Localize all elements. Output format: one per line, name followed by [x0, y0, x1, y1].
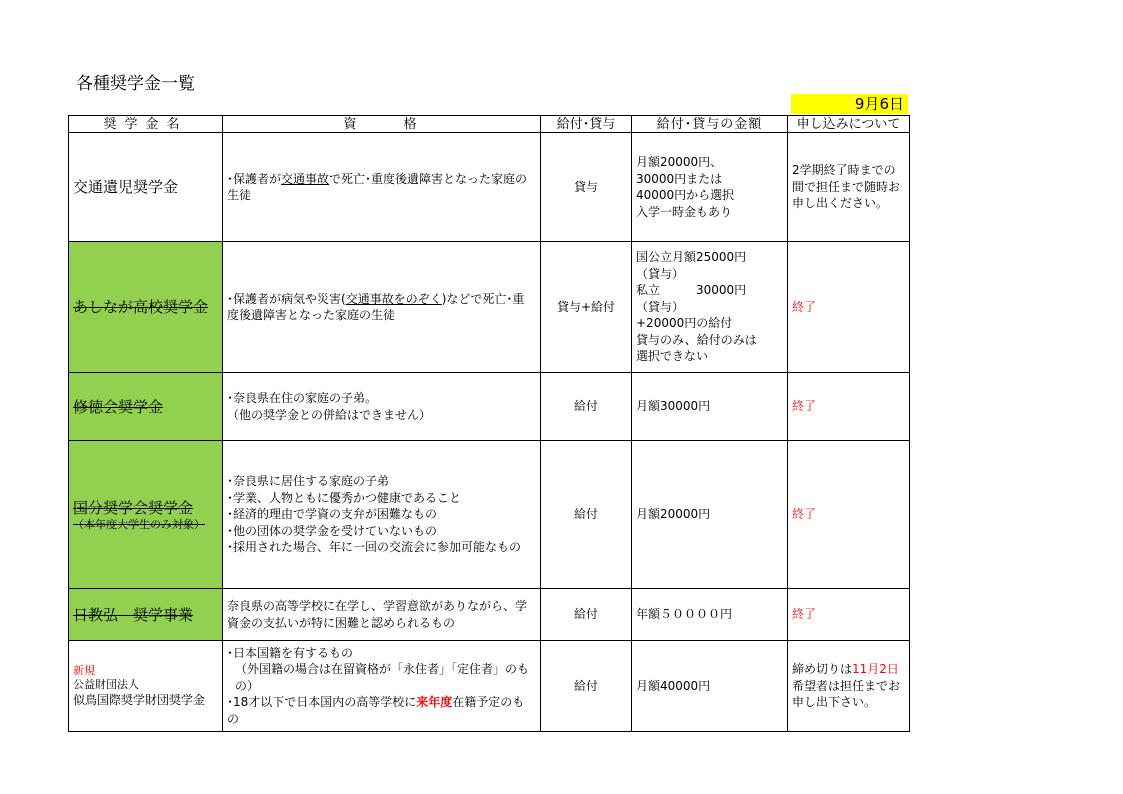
amount-line: +20000円の給付 [636, 316, 733, 331]
header-qualification-b: 格 [403, 116, 420, 132]
header-apply: 申し込みについて [788, 116, 910, 133]
qualification-text-a: ･18才以下で日本国内の高等学校に [227, 695, 417, 710]
qualification-emphasis: 来年度 [416, 695, 453, 710]
scholarship-name-text: 日教弘 奨学事業 [73, 605, 194, 624]
qualification-line: ･奈良県在住の家庭の子弟。 [227, 391, 378, 405]
type-cell: 給付 [541, 441, 632, 589]
qualification-cell [223, 641, 541, 732]
table-row [69, 242, 910, 373]
amount-cell: 月額40000円 [632, 641, 788, 732]
qualification-cell [223, 133, 541, 242]
scholarship-name-text: 修徳会奨学金 [73, 397, 164, 416]
page-title: 各種奨学金一覧 [76, 74, 195, 94]
amount-line: 選択できない [636, 349, 709, 364]
new-badge: 新規 [73, 663, 95, 677]
apply-cell: 2学期終了時までの間で担任まで随時お申し出ください。 [788, 133, 910, 242]
type-cell: 給付 [541, 589, 632, 641]
qualification-line: （他の奨学金との併給はできません） [227, 407, 432, 422]
table-header-row [69, 116, 910, 133]
qualification-line: ･学業、人物ともに優秀かつ健康であること [227, 490, 462, 505]
type-cell: 給付 [541, 373, 632, 441]
qualification-text-b: )などで死亡･重度後遺障害となった家庭の生徒 [227, 291, 525, 322]
scholarship-org: 公益財団法人 [73, 677, 139, 691]
amount-line: （貸与） [636, 299, 685, 314]
header-name: 奨学金名 [69, 116, 223, 133]
table-row [69, 133, 910, 242]
scholarship-name [69, 242, 223, 373]
scholarship-name [69, 641, 223, 732]
header-qualification [223, 116, 541, 133]
qualification-line: ･経済的理由で学資の支弁が困難なもの [227, 507, 438, 522]
table-row [69, 373, 910, 441]
apply-cell-ended: 終了 [788, 589, 910, 641]
scholarship-name [69, 441, 223, 589]
amount-line: 国公立月額25000円 [636, 250, 747, 265]
apply-cell-ended: 終了 [788, 242, 910, 373]
qualification-line: ･他の団体の奨学金を受けていないもの [227, 523, 438, 538]
table-row [69, 441, 910, 589]
qualification-cell [223, 373, 541, 441]
qualification-line: ･日本国籍を有するもの [227, 645, 354, 660]
amount-line: 40000円から選択 [636, 188, 735, 202]
table-row [69, 589, 910, 641]
amount-cell [632, 133, 788, 242]
amount-line: 貸与のみ、給付のみは [636, 332, 757, 347]
table-row [69, 641, 910, 732]
apply-cell-ended: 終了 [788, 441, 910, 589]
header-type: 給付･貸与 [541, 116, 632, 133]
scholarship-name [69, 589, 223, 641]
apply-deadline [792, 661, 905, 678]
scholarship-name-text: 国分奨学会奨学金 [73, 498, 194, 517]
scholarship-table [68, 115, 910, 732]
qualification-cell [223, 441, 541, 589]
amount-cell: 月額30000円 [632, 373, 788, 441]
amount-line: 私立 30000円 [636, 283, 747, 298]
apply-instructions: 希望者は担任までお申し出下さい。 [792, 678, 901, 710]
amount-cell: 年額５００００円 [632, 589, 788, 641]
qualification-underline: 交通事故をのぞく [345, 291, 442, 306]
apply-cell-ended: 終了 [788, 373, 910, 441]
qualification-line: （外国籍の場合は在留資格が「永住者」「定住者」のもの） [235, 662, 530, 693]
amount-cell: 月額20000円 [632, 441, 788, 589]
type-cell: 貸与+給付 [541, 242, 632, 373]
qualification-cell: 奈良県の高等学校に在学し、学習意欲がありながら、学資金の支払いが特に困難と認められるもの [223, 589, 541, 641]
header-amount: 給付･貸与の金額 [632, 116, 788, 133]
scholarship-name [69, 373, 223, 441]
amount-line: 月額20000円、 [636, 155, 723, 169]
amount-cell [632, 242, 788, 373]
apply-cell [788, 641, 910, 732]
apply-deadline-date: 11月2日 [852, 662, 899, 677]
qualification-underline: 交通事故 [281, 171, 330, 186]
qualification-text-b: 在籍予定のもの [227, 695, 525, 726]
amount-line: （貸与） [636, 266, 685, 281]
scholarship-name [69, 133, 223, 242]
amount-line: 入学一時金もあり [636, 204, 733, 219]
qualification-text-a: ･保護者が [227, 171, 282, 186]
qualification-text-a: ･保護者が病気や災害( [227, 291, 346, 306]
qualification-cell [223, 242, 541, 373]
qualification-line: ･奈良県に居住する家庭の子弟 [227, 474, 390, 489]
scholarship-name-text: あしなが高校奨学金 [73, 298, 209, 316]
date-label: 9月6日 [791, 94, 908, 114]
qualification-line [227, 694, 536, 727]
amount-line: 30000円または [636, 171, 723, 186]
scholarship-name-note: （本年度大学生のみ対象） [73, 517, 205, 531]
qualification-text-b: で死亡･重度後遺障害となった家庭の生徒 [227, 171, 528, 202]
scholarship-name-text: 交通遺児奨学金 [73, 178, 179, 196]
apply-deadline-label: 締め切りは [792, 662, 853, 677]
type-cell: 貸与 [541, 133, 632, 242]
qualification-line: ･採用された場合、年に一回の交流会に参加可能なもの [227, 540, 522, 555]
header-qualification-a: 資 [343, 116, 360, 132]
scholarship-name-text: 似鳥国際奨学財団奨学金 [73, 692, 206, 707]
type-cell: 給付 [541, 641, 632, 732]
